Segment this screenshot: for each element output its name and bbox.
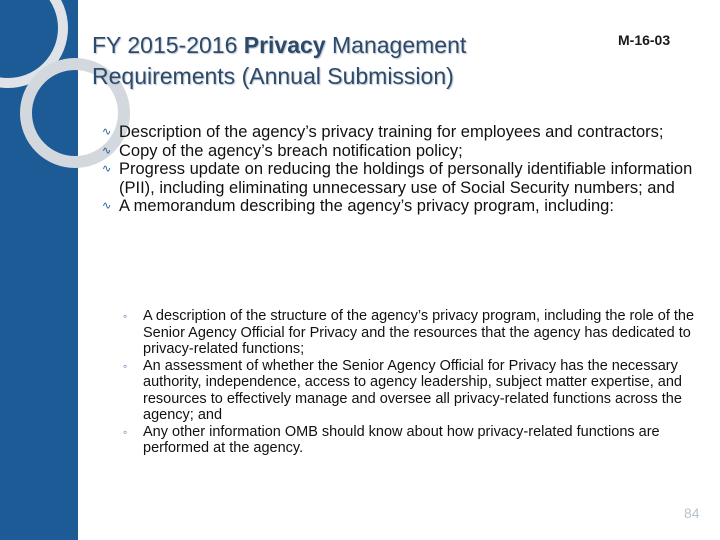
bullet-text: Progress update on reducing the holdings of personally identifiable information (PII), including eliminating unnecessary use of Social Security numbers; and xyxy=(119,160,693,197)
list-item xyxy=(102,197,702,216)
wave-bullet-icon: ∿ xyxy=(102,144,112,157)
circle-bullet-icon: ◦ xyxy=(123,424,128,439)
circle-bullet-icon: ◦ xyxy=(123,309,128,323)
wave-bullet-icon: ∿ xyxy=(102,126,112,138)
title-bold-word: Privacy xyxy=(243,32,326,58)
wave-bullet-icon: ∿ xyxy=(102,163,112,175)
title-suffix: Management Requirements (Annual Submission) xyxy=(92,32,467,89)
bullet-text: Description of the agency’s privacy training for employees and contractors; xyxy=(119,123,664,141)
circle-bullet-icon: ◦ xyxy=(123,358,128,373)
sub-bullet-text: An assessment of whether the Senior Agency Official for Privacy has the necessary authority, independence, access to agency leadership, subject matter expertise, and resources to effectively manage and oversee all privacy-related functions across the agency; and xyxy=(143,357,682,423)
sub-bullet-text: Any other information OMB should know about how privacy-related functions are performed at the agency. xyxy=(143,423,660,456)
wave-bullet-icon: ∿ xyxy=(102,200,112,212)
list-item xyxy=(102,160,702,197)
sub-bullet-list xyxy=(119,308,699,457)
title-prefix: FY 2015-2016 xyxy=(92,32,244,58)
list-item xyxy=(119,424,699,457)
sub-bullet-container xyxy=(119,300,699,457)
main-bullet-list xyxy=(102,123,702,216)
list-item xyxy=(102,123,702,142)
bullet-text: Copy of the agency’s breach notification policy; xyxy=(119,141,463,160)
memo-identifier: M-16-03 xyxy=(618,32,671,48)
list-item xyxy=(119,358,699,424)
sub-bullet-text: A description of the structure of the agency’s privacy program, including the role of the Senior Agency Official for Privacy and the resources that the agency has dedicated to privacy-related functions; xyxy=(143,308,695,357)
slide-title xyxy=(92,30,572,92)
bullet-text: A memorandum describing the agency’s privacy program, including: xyxy=(119,197,614,215)
page-number: 84 xyxy=(684,505,700,521)
list-item xyxy=(102,142,702,161)
list-item xyxy=(119,308,699,358)
